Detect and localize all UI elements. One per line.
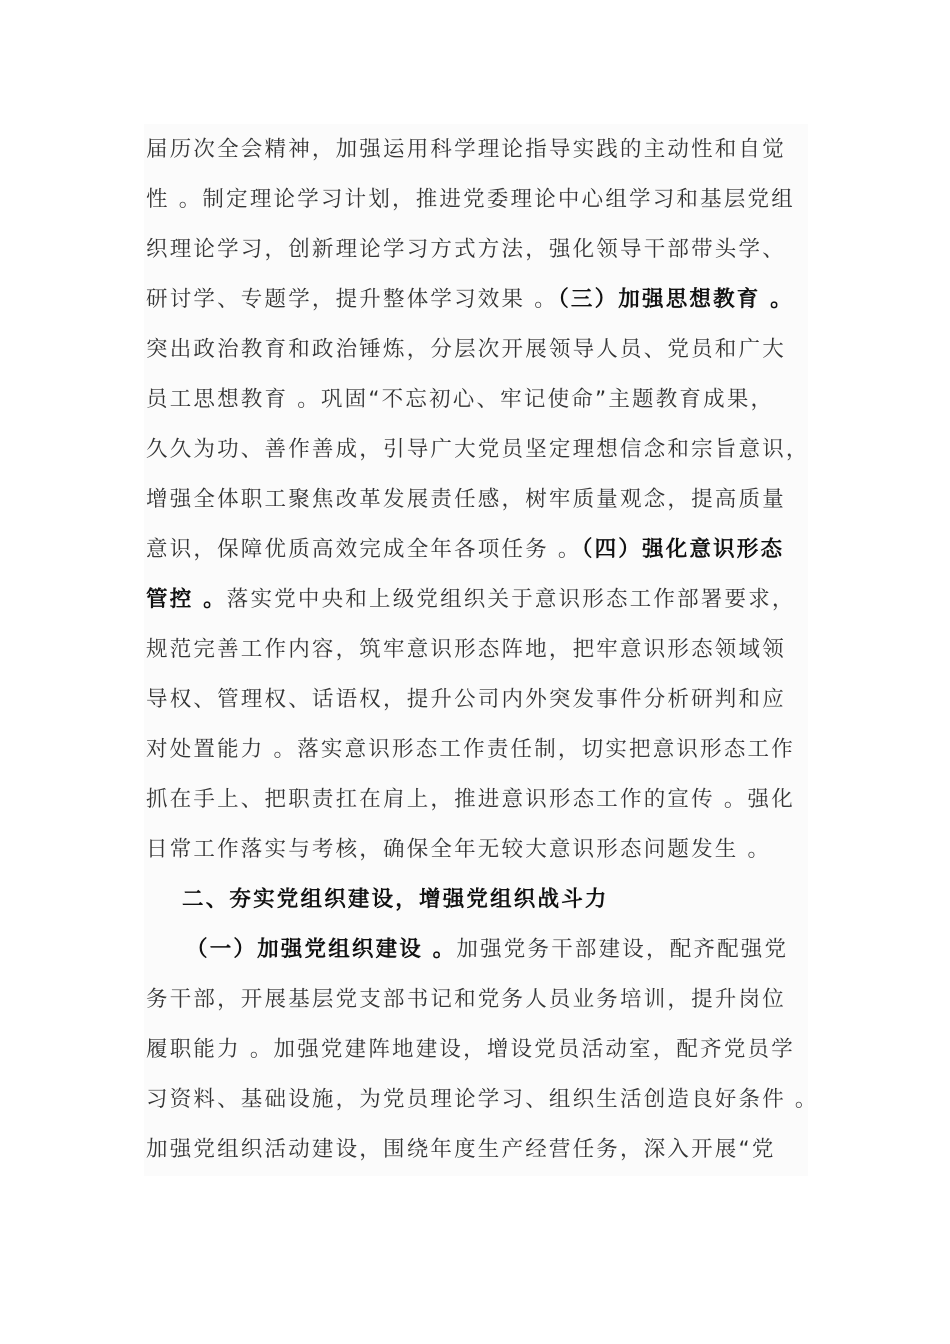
line-text: 意识，保障优质高效完成全年各项任务 。 [146,537,582,562]
line-text: 织理论学习，创新理论学习方式方法，强化领导干部带头学、 [146,237,786,262]
section-heading-text: 二、夯实党组织建设，增强党组织战斗力 [182,887,609,912]
paragraph-line-8 [146,475,786,525]
paragraph-line-7 [146,425,810,475]
line-text: 规范完善工作内容，筑牢意识形态阵地，把牢意识形态领域领 [146,637,786,662]
subheading-1: （一）加强党组织建设 。 [186,937,457,962]
paragraph-line-20 [146,1075,819,1125]
paragraph-line-15 [146,825,771,875]
line-text: 抓在手上、把职责扛在肩上，推进意识形态工作的宣传 。强化 [146,787,795,812]
paragraph-line-13 [146,725,795,775]
paragraph-line-14 [146,775,795,825]
paragraph-line-11 [146,625,786,675]
line-text: 加强党务干部建设，配齐配强党 [456,937,789,962]
line-text: 员工思想教育 。巩固“不忘初心、牢记使命”主题教育成果， [146,387,775,412]
paragraph-line-9 [146,525,784,575]
line-text: 习资料、基础设施，为党员理论学习、组织生活创造良好条件 。 [146,1087,819,1112]
paragraph-line-10 [146,575,796,625]
paragraph-line-5 [146,325,786,375]
line-text: 对处置能力 。落实意识形态工作责任制，切实把意识形态工作 [146,737,795,762]
paragraph-line-3 [146,225,786,275]
line-text: 加强党组织活动建设，围绕年度生产经营任务，深入开展“党 [146,1137,776,1162]
paragraph-line-6 [146,375,774,425]
line-text: 届历次全会精神，加强运用科学理论指导实践的主动性和自觉 [146,137,786,162]
line-text: 久久为功、善作善成，引导广大党员坚定理想信念和宗旨意识， [146,437,810,462]
line-text: 增强全体职工聚焦改革发展责任感，树牢质量观念，提高质量 [146,487,786,512]
line-text: 导权、管理权、话语权，提升公司内外突发事件分析研判和应 [146,687,786,712]
subheading-3: （三）加强思想教育 。 [557,287,794,312]
paragraph-line-4 [146,275,794,325]
paragraph-line-18 [146,975,786,1025]
line-text: 突出政治教育和政治锤炼，分层次开展领导人员、党员和广大 [146,337,786,362]
paragraph-line-1 [146,125,786,175]
paragraph-line-17 [186,925,788,975]
paragraph-line-19 [146,1025,795,1075]
line-text: 落实党中央和上级党组织关于意识形态工作部署要求， [226,587,796,612]
line-text: 研讨学、专题学，提升整体学习效果 。 [146,287,558,312]
line-text: 务干部，开展基层党支部书记和党务人员业务培训，提升岗位 [146,987,786,1012]
subheading-4-end: 管控 。 [146,587,227,612]
line-text: 履职能力 。加强党建阵地建设，增设党员活动室，配齐党员学 [146,1037,795,1062]
paragraph-line-21 [146,1125,776,1175]
paragraph-line-12 [146,675,786,725]
section-heading [182,875,609,925]
line-text: 性 。制定理论学习计划，推进党委理论中心组学习和基层党组 [146,187,795,212]
paragraph-line-2 [146,175,795,225]
subheading-4: （四）强化意识形态 [581,537,785,562]
line-text: 日常工作落实与考核，确保全年无较大意识形态问题发生 。 [146,837,772,862]
